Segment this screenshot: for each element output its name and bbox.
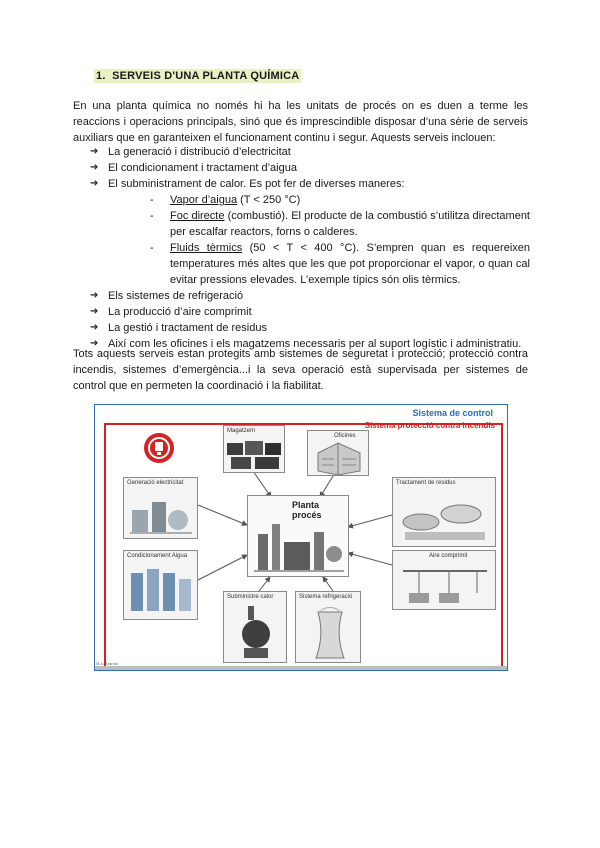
waste-treatment-icon	[399, 492, 491, 544]
node-electricity: Generació electricitat	[123, 477, 198, 539]
fire-alarm-icon	[144, 433, 174, 463]
electric-station-icon	[130, 492, 192, 536]
list-item: ➔ Els sistemes de refrigeració	[90, 290, 244, 302]
office-building-icon	[314, 439, 364, 475]
services-diagram	[94, 404, 508, 671]
arrow-icon: ➔	[90, 162, 99, 173]
node-cooling: Sistema refrigeració	[295, 591, 361, 663]
node-water: Condicionament Aigua	[123, 550, 198, 620]
node-waste: Tractament de residus	[392, 477, 496, 547]
list-item: ➔ El subministrament de calor. Es pot fer de diverses maneres: - Vapor d’aigua (T < 250 °C) - Foc directe (combustió). El producte de la combustió s’utilitza directament per escalfar reactors, forns o calderes. - Fluids tèrmics (50 < T < 400 °C). S’empren quan es requereixen temperatures més altes que les que pot proporcionar el vapor, o quan cal evitar pressions elevades. L’exemple típics són olis tèrmics.	[90, 178, 531, 286]
intro-paragraph: En una planta química no només hi ha les unitats de procés on es duen a terme les reaccions i operacions principals, sinó que és imprescindible disposar d’una sèrie de serveis auxiliars que en garanteixen el funcionament continu i segur. Aquests serveis inclouen:	[73, 100, 528, 144]
list-item: - Foc directe (combustió). El producte de la combustió s’utilitza directament per escalfar reactors, forns o calderes.	[150, 210, 530, 238]
connector-electric	[198, 505, 247, 525]
arrow-icon: ➔	[90, 178, 99, 189]
cooling-tower-icon	[306, 606, 354, 662]
list-item: ➔ La producció d’aire comprimit	[90, 306, 252, 318]
section-heading	[94, 70, 301, 82]
diagram-credit: M.A. Aranda	[96, 661, 119, 666]
compressed-air-icon	[399, 563, 491, 607]
arrow-icon: ➔	[90, 146, 99, 157]
connector-air	[348, 553, 392, 565]
heading-title: SERVEIS D'UNA PLANTA QUÍMICA	[112, 70, 300, 82]
heat-options-list	[108, 192, 530, 288]
list-item: - Vapor d’aigua (T < 250 °C)	[150, 194, 301, 206]
boiler-icon	[234, 604, 280, 662]
process-plant-icon	[254, 514, 344, 574]
heading-number: 1.	[96, 70, 106, 82]
arrow-icon: ➔	[90, 322, 99, 333]
list-item: ➔ La gestió i tractament de residus	[90, 322, 267, 334]
arrow-icon: ➔	[90, 290, 99, 301]
node-process-plant	[247, 495, 349, 577]
connector-cooling	[323, 577, 333, 591]
connector-heat	[259, 577, 270, 591]
water-treatment-icon	[129, 565, 193, 617]
warehouse-icon	[227, 437, 283, 471]
process-plant-label: Planta procés	[292, 500, 322, 520]
control-system-label: Sistema de control	[412, 408, 493, 418]
arrow-icon: ➔	[90, 306, 99, 317]
node-compressed-air: Aire comprimit	[392, 550, 496, 610]
list-item: ➔ La generació i distribució d’electricitat	[90, 146, 291, 158]
list-item: ➔ Així com les oficines i els magatzems necessaris per al suport logístic i administratiu.	[90, 338, 522, 350]
connector-water	[198, 555, 247, 580]
services-list	[90, 144, 530, 352]
fire-protection-label: Sistema protecció contra incendis	[364, 421, 495, 430]
list-item: ➔ El condicionament i tractament d’aigua	[90, 162, 297, 174]
diagram-bottom-border	[95, 666, 507, 670]
node-heat-supply: Subministre calor	[223, 591, 287, 663]
node-storage: Magatzem	[223, 425, 285, 473]
arrow-icon: ➔	[90, 338, 99, 349]
connector-waste	[348, 515, 392, 527]
connector-storage	[253, 471, 271, 497]
closing-paragraph: Tots aquests serveis estan protegits amb sistemes de seguretat i protecció; protecció contra incendis, sistemes d’emergència...i la seva operació està supervisada per sistemes de control que en permeten la coordinació i la fiabilitat.	[73, 348, 528, 392]
list-item: - Fluids tèrmics (50 < T < 400 °C). S’empren quan es requereixen temperatures més altes que les que pot proporcionar el vapor, o quan cal evitar pressions elevades. L’exemple típics són olis tèrmics.	[150, 242, 531, 286]
node-offices: Oficines	[307, 430, 369, 476]
